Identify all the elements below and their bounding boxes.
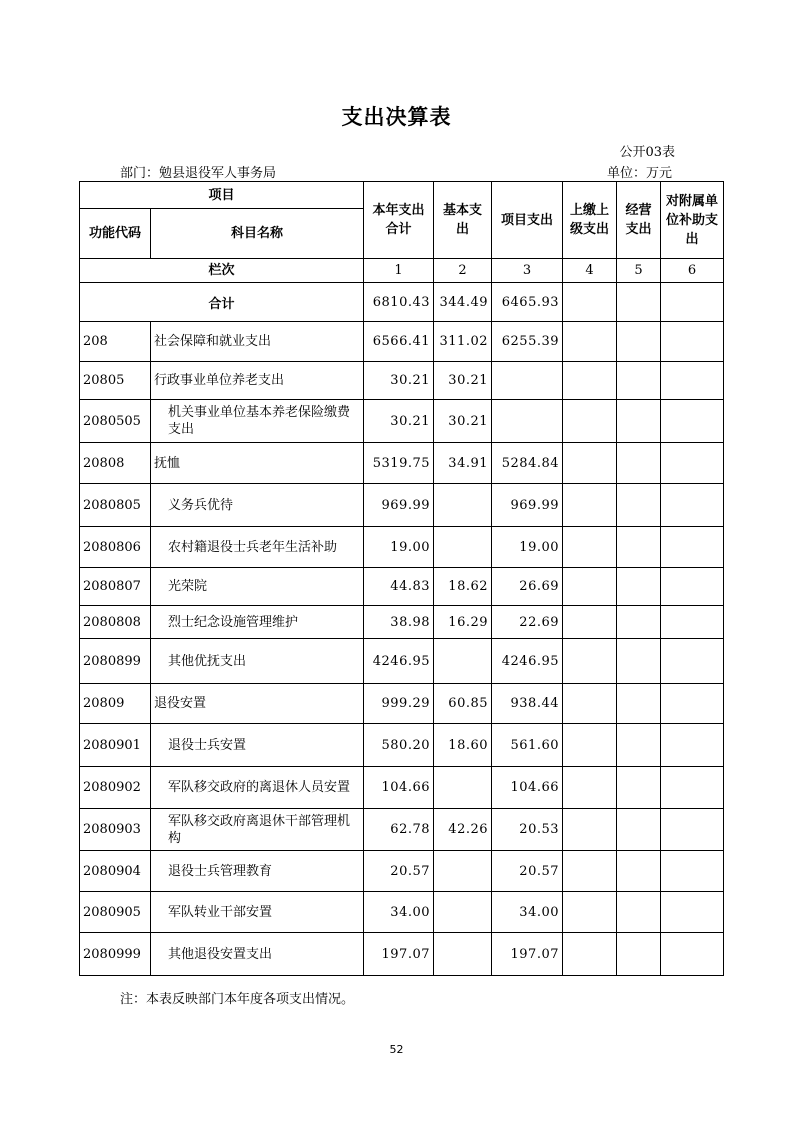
basic-amount: 60.85 [434,684,492,724]
subsidy-amount [661,933,724,976]
table-row [80,684,724,724]
basic-amount: 30.21 [434,362,492,400]
total-amount: 104.66 [364,767,434,809]
subject-name: 义务兵优待 [151,484,364,527]
basic-amount: 18.62 [434,568,492,606]
subject-name: 军队移交政府的离退休人员安置 [151,767,364,809]
operating-amount [617,684,661,724]
subsidy-amount [661,724,724,767]
subject-name: 农村籍退役士兵老年生活补助 [151,527,364,568]
upper-level-amount [563,809,617,851]
column-index: 1 [364,259,434,283]
page-number: 52 [389,1043,404,1056]
function-code: 2080806 [80,527,151,568]
page-title: 支出决算表 [341,105,452,129]
operating-amount [617,724,661,767]
column-index-label: 栏次 [80,259,364,283]
total-amount: 62.78 [364,809,434,851]
subject-name: 军队移交政府离退休干部管理机构 [151,809,364,851]
subject-name: 烈士纪念设施管理维护 [151,606,364,639]
upper-level-amount [563,684,617,724]
subject-name: 社会保障和就业支出 [151,322,364,362]
project-amount: 197.07 [492,933,563,976]
subsidy-amount [661,684,724,724]
subsidy-amount [661,322,724,362]
function-code: 2080899 [80,639,151,684]
table-row [80,933,724,976]
basic-amount: 311.02 [434,322,492,362]
basic-amount: 30.21 [434,400,492,443]
total-amount: 999.29 [364,684,434,724]
upper-level-amount [563,851,617,892]
header-project-expenditure: 项目支出 [492,182,563,259]
subsidy-amount [661,851,724,892]
total-amount: 580.20 [364,724,434,767]
total-amount: 30.21 [364,400,434,443]
table-row [80,362,724,400]
subsidy-amount [661,606,724,639]
operating-amount [617,606,661,639]
table-row [80,639,724,684]
table-row [80,809,724,851]
function-code: 2080901 [80,724,151,767]
subsidy-amount [661,527,724,568]
table-row [80,606,724,639]
operating-amount [617,322,661,362]
subject-name: 其他退役安置支出 [151,933,364,976]
total-amount: 6810.43 [364,283,434,322]
operating-amount [617,767,661,809]
operating-amount [617,568,661,606]
basic-amount: 42.26 [434,809,492,851]
header-total: 本年支出合计 [364,182,434,259]
project-amount [492,362,563,400]
basic-amount: 34.91 [434,443,492,484]
function-code: 2080903 [80,809,151,851]
function-code: 2080902 [80,767,151,809]
table-row [80,484,724,527]
table-row [80,527,724,568]
function-code: 208 [80,322,151,362]
basic-amount [434,851,492,892]
total-basic: 344.49 [434,283,492,322]
upper-level-amount [563,767,617,809]
function-code: 20808 [80,443,151,484]
subsidy-amount [661,484,724,527]
basic-amount [434,484,492,527]
subsidy-amount [661,809,724,851]
table-row [80,892,724,933]
subsidy-amount [661,639,724,684]
function-code: 2080808 [80,606,151,639]
project-amount: 19.00 [492,527,563,568]
function-code: 2080807 [80,568,151,606]
header-func-code: 功能代码 [80,209,151,259]
basic-amount [434,639,492,684]
operating-amount [617,484,661,527]
upper-level-amount [563,933,617,976]
project-amount: 104.66 [492,767,563,809]
subject-name: 退役士兵管理教育 [151,851,364,892]
function-code: 2080805 [80,484,151,527]
header-subject-name: 科目名称 [151,209,364,259]
table-row [80,322,724,362]
function-code: 20809 [80,684,151,724]
header-operating: 经营支出 [617,182,661,259]
table-note: 注：本表反映部门本年度各项支出情况。 [120,992,355,1007]
project-amount: 5284.84 [492,443,563,484]
upper-level-amount [563,400,617,443]
total-amount: 969.99 [364,484,434,527]
total-operating [617,283,661,322]
subject-name: 退役安置 [151,684,364,724]
basic-amount: 18.60 [434,724,492,767]
upper-level-amount [563,484,617,527]
subject-name: 抚恤 [151,443,364,484]
table-row [80,400,724,443]
upper-level-amount [563,606,617,639]
upper-level-amount [563,724,617,767]
function-code: 2080905 [80,892,151,933]
project-amount [492,400,563,443]
table-row [80,851,724,892]
project-amount: 20.57 [492,851,563,892]
header-basic: 基本支出 [434,182,492,259]
column-index: 5 [617,259,661,283]
operating-amount [617,851,661,892]
subject-name: 退役士兵安置 [151,724,364,767]
total-amount: 197.07 [364,933,434,976]
total-upper [563,283,617,322]
upper-level-amount [563,443,617,484]
total-label: 合计 [80,283,364,322]
unit-label: 单位：万元 [606,166,672,181]
project-amount: 34.00 [492,892,563,933]
column-index: 4 [563,259,617,283]
operating-amount [617,809,661,851]
subject-name: 光荣院 [151,568,364,606]
upper-level-amount [563,527,617,568]
basic-amount [434,892,492,933]
basic-amount [434,527,492,568]
project-amount: 6255.39 [492,322,563,362]
column-index: 3 [492,259,563,283]
basic-amount [434,933,492,976]
table-row [80,568,724,606]
total-project: 6465.93 [492,283,563,322]
upper-level-amount [563,322,617,362]
subsidy-amount [661,892,724,933]
project-amount: 4246.95 [492,639,563,684]
subsidy-amount [661,362,724,400]
operating-amount [617,443,661,484]
project-amount: 26.69 [492,568,563,606]
total-amount: 20.57 [364,851,434,892]
project-amount: 561.60 [492,724,563,767]
total-amount: 19.00 [364,527,434,568]
total-amount: 30.21 [364,362,434,400]
header-subsidy: 对附属单位补助支出 [661,182,724,259]
function-code: 20805 [80,362,151,400]
upper-level-amount [563,639,617,684]
total-amount: 6566.41 [364,322,434,362]
subsidy-amount [661,767,724,809]
subsidy-amount [661,443,724,484]
table-row [80,443,724,484]
operating-amount [617,400,661,443]
function-code: 2080505 [80,400,151,443]
function-code: 2080904 [80,851,151,892]
subject-name: 其他优抚支出 [151,639,364,684]
total-amount: 34.00 [364,892,434,933]
upper-level-amount [563,568,617,606]
operating-amount [617,892,661,933]
function-code: 2080999 [80,933,151,976]
basic-amount: 16.29 [434,606,492,639]
header-project: 项目 [80,182,364,209]
column-index: 2 [434,259,492,283]
project-amount: 969.99 [492,484,563,527]
subject-name: 行政事业单位养老支出 [151,362,364,400]
operating-amount [617,933,661,976]
basic-amount [434,767,492,809]
header-upper-level: 上缴上级支出 [563,182,617,259]
project-amount: 938.44 [492,684,563,724]
department-label: 部门：勉县退役军人事务局 [120,166,277,181]
subject-name: 机关事业单位基本养老保险缴费支出 [151,400,364,443]
form-number: 公开03表 [619,145,675,160]
subject-name: 军队转业干部安置 [151,892,364,933]
total-amount: 38.98 [364,606,434,639]
project-amount: 20.53 [492,809,563,851]
subsidy-amount [661,400,724,443]
operating-amount [617,527,661,568]
upper-level-amount [563,362,617,400]
subsidy-amount [661,568,724,606]
operating-amount [617,639,661,684]
total-amount: 5319.75 [364,443,434,484]
operating-amount [617,362,661,400]
total-row [80,283,724,322]
total-subsidy [661,283,724,322]
total-amount: 4246.95 [364,639,434,684]
upper-level-amount [563,892,617,933]
table-row [80,724,724,767]
expenditure-table [79,181,724,976]
table-row [80,767,724,809]
total-amount: 44.83 [364,568,434,606]
column-index: 6 [661,259,724,283]
project-amount: 22.69 [492,606,563,639]
